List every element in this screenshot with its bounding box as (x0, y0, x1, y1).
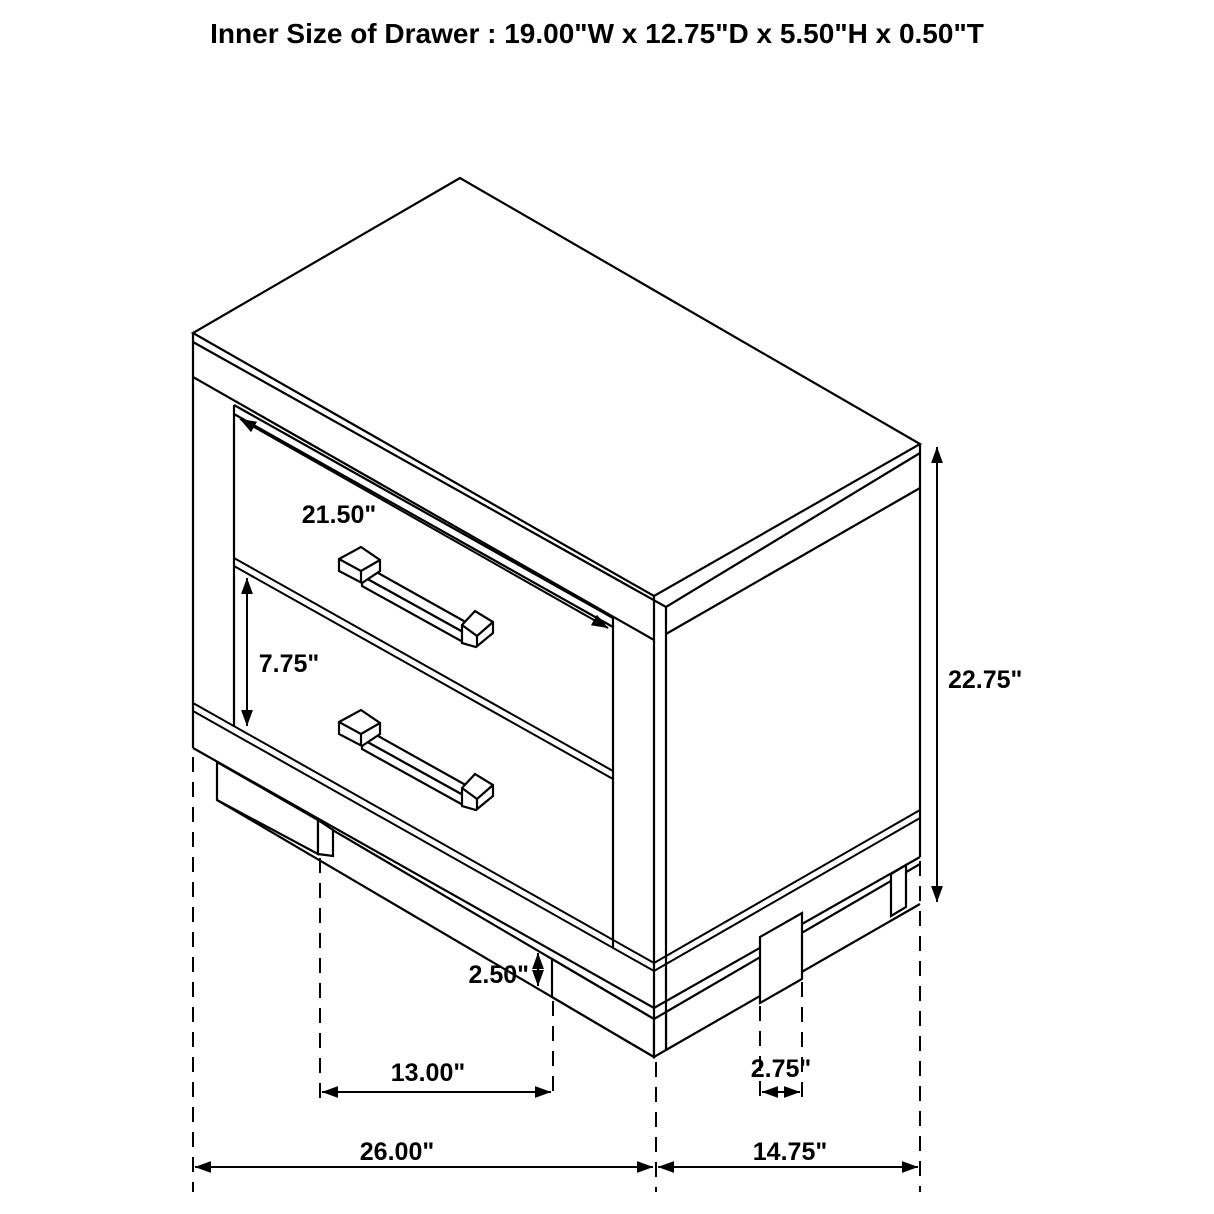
foot-right-front (760, 913, 802, 1003)
opening-top-rail (234, 405, 613, 618)
drawer-handle-bottom (339, 710, 493, 810)
foot-right-back (891, 865, 906, 916)
dim-foot-span-label: 13.00" (390, 1059, 466, 1087)
dim-drawer-width (240, 419, 608, 628)
dim-overall-height-label: 22.75" (948, 666, 1023, 694)
dim-base-height-label: 2.50" (468, 961, 529, 989)
top-drawer-top-edge (234, 414, 613, 627)
dim-overall-width (195, 1138, 653, 1167)
dim-overall-height (937, 447, 1022, 902)
dim-drawer-width-label: 21.50" (301, 501, 377, 529)
drawer-stack (193, 405, 920, 1008)
dim-drawer-height-label: 7.75" (258, 650, 320, 678)
handle-bar-front (362, 576, 463, 642)
top-face (193, 178, 920, 596)
handle-right-standoff (462, 611, 493, 647)
foot-front-corner (552, 959, 666, 1057)
dim-base-height (468, 953, 538, 989)
dim-overall-width-label: 26.00" (359, 1138, 435, 1166)
dim-overall-depth (658, 1138, 918, 1167)
dim-foot-width-label: 2.75" (750, 1055, 812, 1083)
diagram-title: Inner Size of Drawer : 19.00"W x 12.75"D x 5.50"H x 0.50"T (210, 18, 984, 49)
plinth-base (217, 762, 920, 1057)
drawer-handle-top (339, 547, 493, 647)
dim-foot-span (322, 1059, 551, 1092)
foot-front-left (217, 762, 333, 856)
handle-bar-top (362, 569, 471, 632)
dim-overall-depth-label: 14.75" (752, 1138, 828, 1166)
